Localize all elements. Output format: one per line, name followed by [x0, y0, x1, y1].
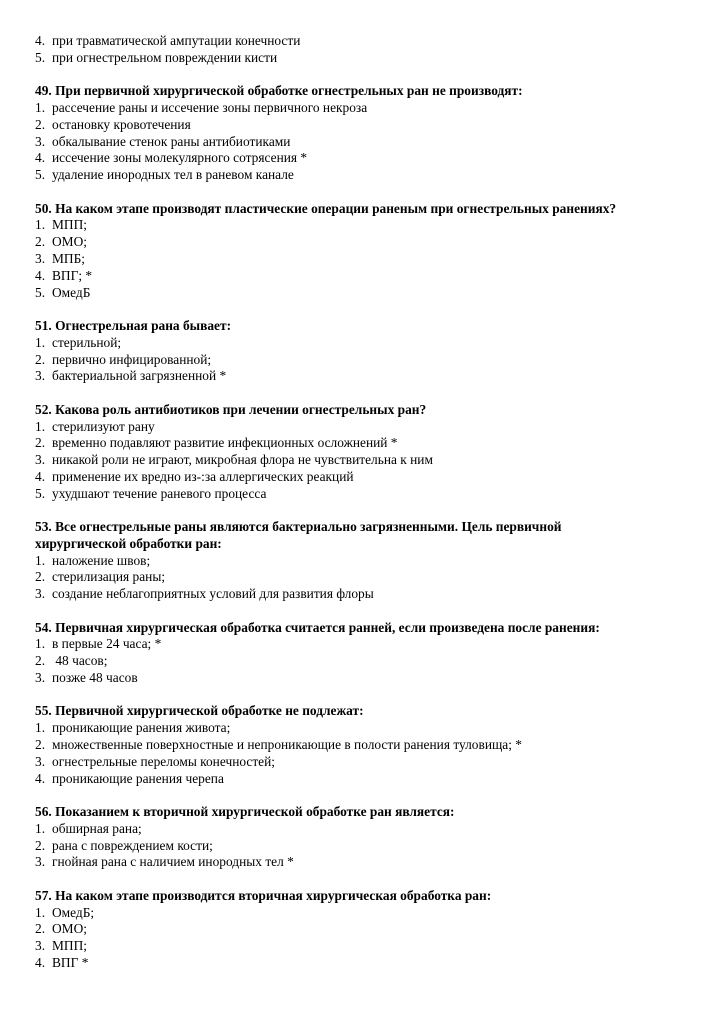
answer-option — [35, 754, 695, 771]
option-number: 3. — [35, 586, 46, 602]
answer-option — [35, 251, 695, 268]
option-number: 5. — [35, 167, 46, 183]
answer-option — [35, 586, 695, 603]
answer-option — [35, 167, 695, 184]
option-number: 4. — [35, 770, 46, 786]
option-text: наложение швов; — [52, 552, 151, 568]
option-number: 4. — [35, 33, 46, 48]
answer-option — [35, 821, 695, 838]
question-title-line: 56. Показанием к вторичной хирургической обработке ран является: — [35, 804, 455, 820]
question-block — [35, 888, 695, 972]
answer-option — [35, 352, 695, 369]
question-title-line: 52. Какова роль антибиотиков при лечении огнестрельных ран? — [35, 401, 427, 417]
answer-option — [35, 938, 695, 955]
answer-option — [35, 33, 695, 50]
option-text: при огнестрельном повреждении кисти — [52, 49, 278, 65]
option-number: 2. — [35, 921, 46, 937]
continuation-options — [35, 33, 695, 67]
answer-option — [35, 905, 695, 922]
option-number: 2. — [35, 435, 46, 451]
question-block — [35, 703, 695, 787]
option-number: 2. — [35, 116, 46, 132]
answer-option — [35, 569, 695, 586]
option-text: гнойная рана с наличием инородных тел * — [52, 854, 294, 870]
question-title-line: 57. На каком этапе производится вторичная хирургическая обработка ран: — [35, 887, 492, 903]
question-title-line: 50. На каком этапе производят пластические операции раненым при огнестрельных ранениях? — [35, 200, 617, 216]
option-number: 3. — [35, 938, 46, 954]
option-text: МПП; — [52, 217, 87, 233]
answer-option — [35, 771, 695, 788]
option-text: временно подавляют развитие инфекционных осложнений * — [52, 435, 398, 451]
option-number: 1. — [35, 334, 46, 350]
answer-option — [35, 285, 695, 302]
option-number: 5. — [35, 49, 46, 65]
answer-option — [35, 134, 695, 151]
option-number: 2. — [35, 653, 46, 669]
question-block — [35, 620, 695, 687]
option-number: 1. — [35, 418, 46, 434]
answer-option — [35, 486, 695, 503]
question-title-line: 55. Первичной хирургической обработке не подлежат: — [35, 703, 364, 719]
option-text: бактериальной загрязненной * — [52, 368, 227, 384]
option-text: применение их вредно из-:за аллергических реакций — [52, 468, 354, 484]
option-number: 4. — [35, 468, 46, 484]
option-text: в первые 24 часа; * — [52, 636, 162, 652]
option-text: множественные поверхностные и непроникающие в полости ранения туловища; * — [52, 737, 522, 753]
option-text: обкалывание стенок раны антибиотиками — [52, 133, 291, 149]
option-number: 5. — [35, 485, 46, 501]
option-text: ОМО; — [52, 234, 87, 250]
option-text: ВПГ; * — [52, 267, 93, 283]
answer-option — [35, 955, 695, 972]
question-block — [35, 402, 695, 503]
answer-option — [35, 50, 695, 67]
answer-option — [35, 452, 695, 469]
answer-option — [35, 737, 695, 754]
answer-option — [35, 469, 695, 486]
question-title — [35, 620, 695, 637]
answer-option — [35, 838, 695, 855]
option-text: проникающие ранения черепа — [52, 770, 224, 786]
option-number: 4. — [35, 150, 46, 166]
option-number: 4. — [35, 267, 46, 283]
option-number: 2. — [35, 569, 46, 585]
option-number: 2. — [35, 737, 46, 753]
option-number: 3. — [35, 670, 46, 686]
option-text: рассечение раны и иссечение зоны первичного некроза — [52, 99, 368, 115]
question-block — [35, 804, 695, 871]
answer-option — [35, 368, 695, 385]
answer-option — [35, 636, 695, 653]
question-title — [35, 804, 695, 821]
question-title — [35, 201, 695, 218]
option-number: 1. — [35, 820, 46, 836]
question-title — [35, 888, 695, 905]
option-number: 3. — [35, 368, 46, 384]
question-title — [35, 703, 695, 720]
option-text: проникающие ранения живота; — [52, 720, 231, 736]
option-text: ухудшают течение раневого процесса — [52, 485, 267, 501]
option-text: удаление инородных тел в раневом канале — [52, 167, 294, 183]
option-text: стерилизуют рану — [52, 418, 155, 434]
question-title — [35, 402, 695, 419]
option-text: обширная рана; — [52, 820, 142, 836]
answer-option — [35, 670, 695, 687]
option-text: первично инфицированной; — [52, 351, 212, 367]
answer-option — [35, 234, 695, 251]
question-title-line: 53. Все огнестрельные раны являются бактериально загрязненными. Цель первичной — [35, 519, 562, 535]
answer-option — [35, 268, 695, 285]
option-text: МПП; — [52, 938, 87, 954]
option-number: 2. — [35, 837, 46, 853]
option-number: 5. — [35, 284, 46, 300]
option-text: рана с повреждением кости; — [52, 837, 213, 853]
option-text: стерильной; — [52, 334, 122, 350]
option-text: остановку кровотечения — [52, 116, 191, 132]
option-text: ВПГ * — [52, 955, 89, 970]
option-number: 1. — [35, 636, 46, 652]
option-text: ОМО; — [52, 921, 87, 937]
option-text: 48 часов; — [52, 653, 108, 669]
answer-option — [35, 921, 695, 938]
question-block — [35, 519, 695, 603]
option-number: 2. — [35, 234, 46, 250]
question-block — [35, 83, 695, 184]
question-title — [35, 83, 695, 100]
answer-option — [35, 117, 695, 134]
option-text: стерилизация раны; — [52, 569, 166, 585]
question-block — [35, 318, 695, 385]
option-number: 1. — [35, 99, 46, 115]
option-number: 1. — [35, 720, 46, 736]
answer-option — [35, 217, 695, 234]
question-title-line: 54. Первичная хирургическая обработка считается ранней, если произведена после ранения: — [35, 619, 600, 635]
option-number: 1. — [35, 217, 46, 233]
option-number: 3. — [35, 753, 46, 769]
answer-option — [35, 100, 695, 117]
option-text: ОмедБ — [52, 284, 91, 300]
option-text: никакой роли не играют, микробная флора не чувствительна к ним — [52, 452, 433, 468]
question-title — [35, 519, 695, 553]
question-title-line: 51. Огнестрельная рана бывает: — [35, 317, 232, 333]
question-title-line: 49. При первичной хирургической обработке огнестрельных ран не производят: — [35, 83, 523, 99]
answer-option — [35, 419, 695, 436]
option-number: 4. — [35, 955, 46, 970]
option-number: 2. — [35, 351, 46, 367]
answer-option — [35, 150, 695, 167]
answer-option — [35, 720, 695, 737]
question-block — [35, 201, 695, 302]
option-text: иссечение зоны молекулярного сотрясения * — [52, 150, 308, 166]
option-text: позже 48 часов — [52, 670, 138, 686]
option-text: МПБ; — [52, 250, 85, 266]
question-list — [35, 83, 695, 972]
option-text: ОмедБ; — [52, 904, 95, 920]
answer-option — [35, 335, 695, 352]
option-text: при травматической ампутации конечности — [52, 33, 301, 48]
answer-option — [35, 854, 695, 871]
answer-option — [35, 435, 695, 452]
option-number: 3. — [35, 452, 46, 468]
option-number: 3. — [35, 854, 46, 870]
answer-option — [35, 653, 695, 670]
option-text: огнестрельные переломы конечностей; — [52, 753, 276, 769]
question-title-line: хирургической обработки ран: — [35, 535, 222, 551]
question-title — [35, 318, 695, 335]
document-page — [35, 33, 695, 972]
option-text: создание неблагоприятных условий для развития флоры — [52, 586, 374, 602]
answer-option — [35, 553, 695, 570]
option-number: 3. — [35, 133, 46, 149]
option-number: 1. — [35, 552, 46, 568]
option-number: 3. — [35, 250, 46, 266]
option-number: 1. — [35, 904, 46, 920]
